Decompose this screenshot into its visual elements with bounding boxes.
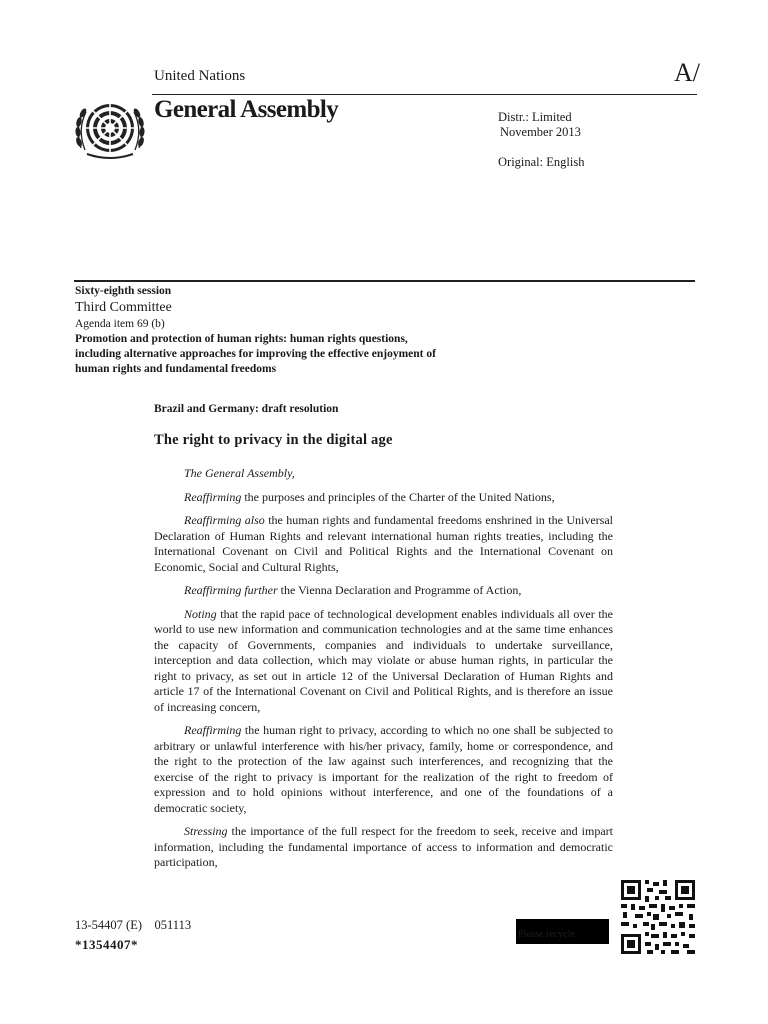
org-name: United Nations: [154, 68, 246, 84]
committee-name: Third Committee: [75, 300, 172, 315]
un-emblem-icon: [73, 98, 147, 162]
resolution-body: [154, 466, 613, 879]
document-date: November 2013: [500, 125, 581, 139]
preamble-paragraph: Reaffirming further the Vienna Declaration and Programme of Action,: [184, 583, 522, 597]
distribution-status: Distr.: Limited: [498, 110, 572, 124]
distribution-block: [498, 110, 584, 170]
barcode-text: *1354407*: [75, 937, 138, 952]
preamble-paragraph: Reaffirming the purposes and principles of the Charter of the United Nations,: [184, 489, 555, 504]
resolution-title: The right to privacy in the digital age: [154, 432, 393, 448]
agenda-item: Agenda item 69 (b): [75, 318, 165, 330]
preamble-paragraph: Reaffirming the human right to privacy, according to which no one shall be subjected to arbitrary or unlawful interference with his/her privacy, family, home or correspondence, and the right to the protection of the law against such interferences, and recognizing that the exercise of the right to privacy is important for the realization of the right to freedom of expression and to hold opinions without interference, and one of the foundations of a democratic society,: [154, 723, 613, 815]
agenda-title: Promotion and protection of human rights: human rights questions, including alternative approaches for improving the effective enjoyment of human rights and fundamental freedoms: [75, 333, 436, 375]
job-number: 13-54407 (E) 051113: [75, 918, 192, 932]
qr-code-icon: [621, 880, 695, 954]
session-name: Sixty-eighth session: [75, 285, 172, 297]
section-rule: [74, 280, 695, 282]
preamble-paragraph: Reaffirming also the human rights and fundamental freedoms enshrined in the Universal Declaration of Human Rights and relevant international human rights treaties, including the International Covenant on Civil and Political Rights and the International Covenant on Economic, Social and Cultural Rights,: [154, 513, 613, 574]
document-symbol: A/: [674, 58, 700, 87]
preamble-paragraph: Stressing the importance of the full respect for the freedom to seek, receive and impart information, including the fundamental importance of access to information and democratic participation,: [154, 824, 613, 869]
preamble-paragraph: Noting that the rapid pace of technological development enables individuals all over the world to use new information and communication technologies and at the same time enhances the capacity of Governments, companies and individuals to undertake surveillance, interception and data collection, which may violate or abuse human rights, in particular the right to privacy, as set out in article 12 of the Universal Declaration of Human Rights and article 17 of the International Covenant on Civil and Political Rights, and is therefore an issue of increasing concern,: [154, 606, 613, 714]
general-assembly-title: General Assembly: [154, 96, 339, 123]
original-language: Original: English: [498, 155, 585, 169]
resolution-sponsors: Brazil and Germany: draft resolution: [154, 403, 339, 415]
header-rule: [152, 94, 697, 95]
recycle-label: Please recycle: [516, 919, 609, 944]
resolution-opener: The General Assembly,: [184, 466, 295, 480]
